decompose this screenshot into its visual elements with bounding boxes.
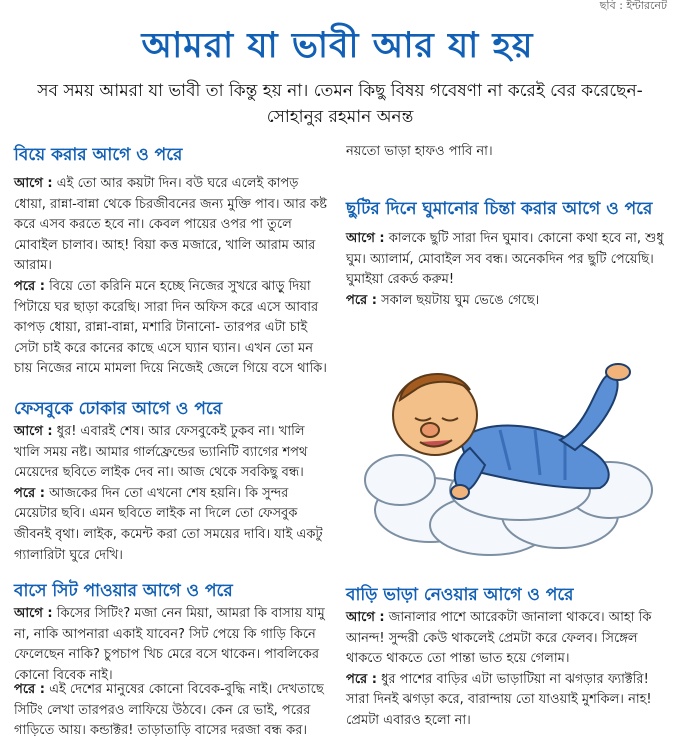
photo-credit: ছবি : ইন্টারনেট — [599, 0, 667, 12]
after-paragraph-continued: নয়তো ভাড়া হাফও পাবি না। — [346, 143, 493, 159]
after-label: পরে : — [14, 485, 45, 501]
after-text: বিয়ে তো করিনি মনে হচ্ছে নিজের সুখরে ঝাড়ু দিয়া পিটায়ে ঘর ছাড়া করেছি। সারা দিন অফিস করে এসে আবার কাপড় ধোয়া, রান্না-বান্না, মশারি টানানো- তারপর এটা চাই সেটা চাই করে কানের কাছে এসে ঘ্যান ঘ্যান। এখন তো মন চায় নিজের নামে মামলা দিয়ে নিজেই জেলে গিয়ে বসে থাকি। — [14, 278, 327, 377]
sleeping-man-illustration — [360, 330, 660, 560]
man-figure — [451, 364, 630, 499]
after-paragraph — [14, 277, 330, 380]
section-title: বাড়ি ভাড়া নেওয়ার আগে ও পরে — [346, 585, 574, 605]
after-text: আজকের দিন তো এখনো শেষ হয়নি। কি সুন্দর মেয়েটার ছবি। এমন ছবিতে লাইক না দিলে তো ফেসবুক জীবনই বৃথা। লাইক, কমেন্ট করা তো সময়ের দাবি। যাই একটু গ্যালারিটা ঘুরে দেখি। — [14, 485, 323, 563]
bus-after-part-2 — [346, 142, 664, 184]
after-label: পরে : — [346, 671, 377, 687]
before-text: কালকে ছুটি সারা দিন ঘুমাব। কোনো কথা হবে না, শুধু ঘুম। অ্যালার্ম, মোবাইল সব বন্ধ। অনেকদিন পর ছুটি পেয়েছি। ঘুমাইয়া রেকর্ড করুম! — [346, 231, 664, 288]
section-bus-seat — [14, 578, 330, 686]
section-title: ছুটির দিনে ঘুমানোর চিন্তা করার আগে ও পরে — [346, 199, 653, 219]
before-text: জানালার পাশে আরেকটা জানালা থাকবে। আহা কি আনন্দ! সুন্দরী কেউ থাকলেই প্রেমটা করে ফেলব। সিঙ্গেল থাকতে থাকতে তো পান্তা ভাত হয়ে গেলাম। — [346, 610, 652, 667]
before-paragraph — [346, 608, 664, 670]
after-paragraph — [14, 680, 330, 742]
section-title: বিয়ে করার আগে ও পরে — [14, 145, 183, 165]
after-paragraph — [346, 291, 664, 312]
after-label: পরে : — [14, 278, 45, 294]
before-label: আগে : — [346, 231, 385, 246]
before-text: এই তো আর কয়টা দিন। বউ ঘরে এলেই কাপড় ধোয়া, রান্না-বান্না থেকে চিরজীবনের জন্য মুক্তি পাব। আর কষ্ট করে এসব করতে হবে না। কেবল পায়ের ওপর পা তুলে মোবাইল চালাব। আহ! বিয়া কত্ত মজারে, খালি আরাম আর আরাম। — [14, 176, 327, 274]
intro-text: সব সময় আমরা যা ভাবী তা কিন্তু হয় না। তেমন কিছু বিষয় গবেষণা না করেই বের করেছেন- সোহানুর রহমান অনন্ত — [37, 81, 643, 127]
bus-after-part-1 — [14, 680, 330, 742]
before-label: আগে : — [14, 606, 53, 621]
section-title: বাসে সিট পাওয়ার আগে ও পরে — [14, 581, 233, 601]
after-text: সকাল ছয়টায় ঘুম ভেঙে গেছে। — [381, 292, 540, 308]
before-text: ধুর! এবারই শেষ। আর ফেসবুকেই ঢুকব না। খালি খালি সময় নষ্ট। আমার গার্লফ্রেন্ডের ভ্যানিটি ব্যাগের শপথ মেয়েদের ছবিতে লাইক দেব না। আজ থেকে সবকিছু বন্ধ। — [14, 424, 308, 481]
before-text: কিসের সিটিং? মজা নেন মিয়া, আমরা কি বাসায় যামু না, নাকি আপনারা একাই যাবেন? সিট পেয়ে কি গাড়ি কিনে ফেলেছেন নাকি? চুপচাপ খিচ মেরে বসে থাকেন। পাবলিকের কোনো বিবেক নাই। — [14, 606, 325, 683]
before-label: আগে : — [14, 176, 53, 191]
section-title: ফেসবুকে ঢোকার আগে ও পরে — [14, 399, 223, 419]
before-label: আগে : — [346, 610, 385, 625]
after-paragraph — [14, 484, 330, 566]
before-paragraph — [346, 229, 664, 291]
before-paragraph — [14, 604, 330, 686]
after-text: ধুর পাশের বাড়ির এটা ভাড়াটিয়া না ঝগড়ার ফ্যাক্টরি! সারা দিনই ঝগড়া করে, বারান্দায় তো যাওয়াই মুশকিল। নাহ! প্রেমটা এবারও হলো না। — [346, 671, 652, 728]
section-holiday-sleep — [346, 196, 664, 311]
after-paragraph — [346, 670, 664, 732]
headline: আমরা যা ভাবী আর যা হয় — [141, 26, 534, 66]
head — [393, 374, 477, 455]
before-label: আগে : — [14, 424, 53, 439]
before-paragraph — [14, 422, 330, 484]
section-house-rent — [346, 582, 664, 732]
after-text: এই দেশের মানুষের কোনো বিবেক-বুদ্ধি নাই। দেখতাছে সিটিং লেখা তারপরও লাফিয়ে উঠবে। কেন রে ভাই, পরের গাড়িতে আয়। কন্ডাক্টর! তাড়াতাড়ি বাসের দরজা বন্ধ কর। — [14, 682, 324, 739]
section-facebook — [14, 396, 330, 566]
section-marriage — [14, 142, 330, 380]
before-paragraph — [14, 174, 330, 277]
after-label: পরে : — [346, 292, 377, 308]
after-label: পরে : — [14, 682, 45, 697]
